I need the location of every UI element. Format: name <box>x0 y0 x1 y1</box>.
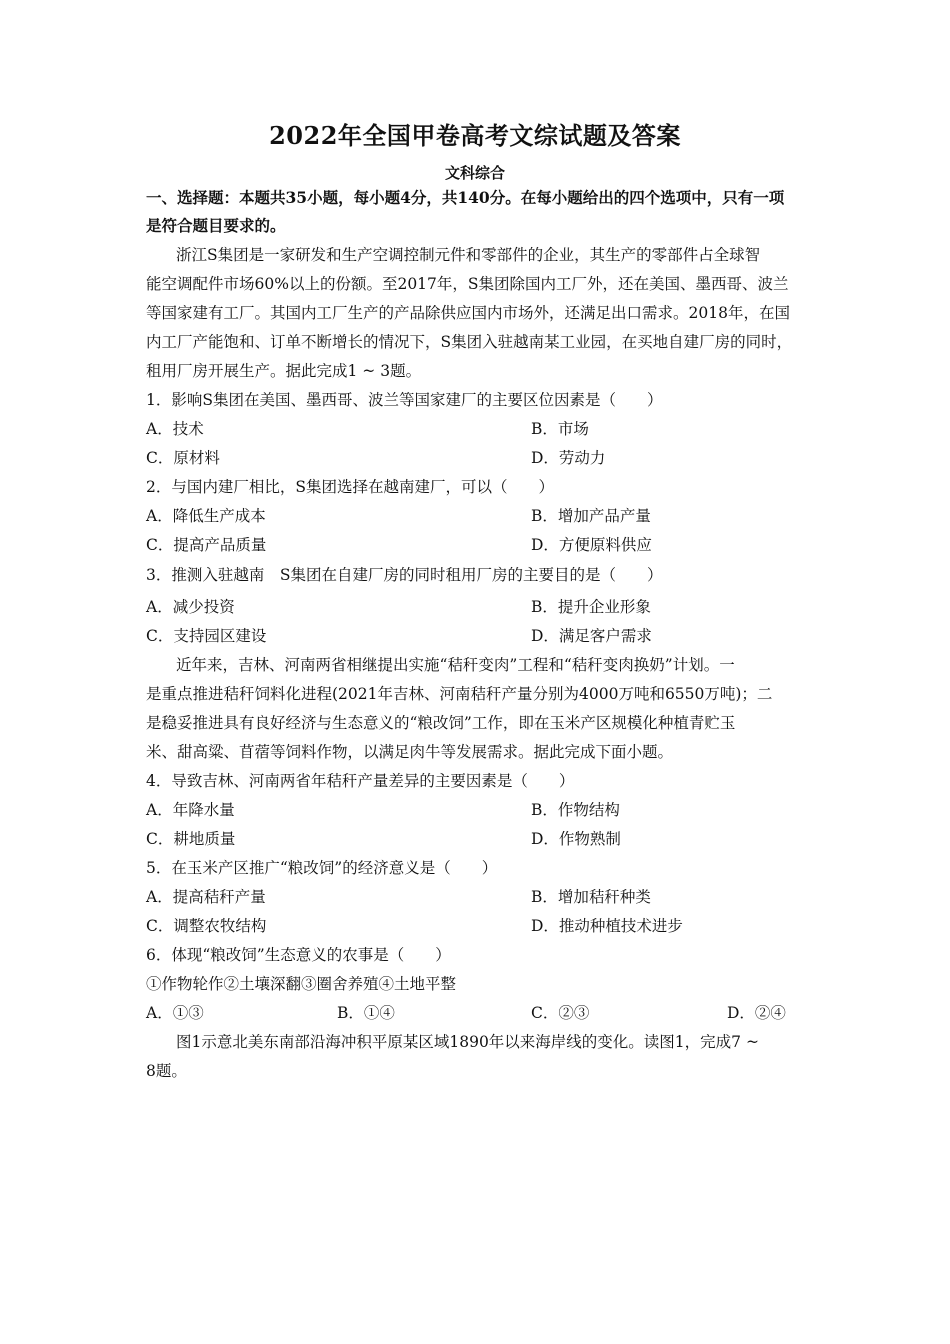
answer-option: A．年降水量 <box>146 801 235 819</box>
page-subtitle: 文科综合 <box>444 164 505 182</box>
answer-option: B．市场 <box>531 420 589 438</box>
passage-line: 浙江S集团是一家研发和生产空调控制元件和零部件的企业，其生产的零部件占全球智 <box>176 246 761 264</box>
passage-line: 8题。 <box>146 1062 187 1080</box>
answer-option: C．支持园区建设 <box>146 627 267 645</box>
answer-option: D．推动种植技术进步 <box>531 917 683 935</box>
answer-option: D．作物熟制 <box>531 830 621 848</box>
answer-option: D．满足客户需求 <box>531 627 652 645</box>
passage-line: 等国家建有工厂。其国内工厂生产的产品除供应国内市场外，还满足出口需求。2018年，在国 <box>146 304 790 322</box>
question-stem: 3．推测入驻越南 S集团在自建厂房的同时租用厂房的主要目的是（ ） <box>146 566 663 584</box>
answer-option: B．提升企业形象 <box>531 598 651 616</box>
answer-option: D．②④ <box>727 1004 786 1022</box>
answer-option: A．①③ <box>146 1004 204 1022</box>
answer-option: C．②③ <box>531 1004 590 1022</box>
passage-line: 内工厂产能饱和、订单不断增长的情况下，S集团入驻越南某工业园，在买地自建厂房的同时， <box>146 333 793 351</box>
answer-option: B．增加秸秆种类 <box>531 888 651 906</box>
question-stem: 2．与国内建厂相比，S集团选择在越南建厂，可以（ ） <box>146 478 554 496</box>
answer-option: C．提高产品质量 <box>146 536 267 554</box>
question-items: ①作物轮作②土壤深翻③圈舍养殖④土地平整 <box>146 975 457 993</box>
question-stem: 1．影响S集团在美国、墨西哥、波兰等国家建厂的主要区位因素是（ ） <box>146 391 663 409</box>
answer-option: A．技术 <box>146 420 204 438</box>
question-stem: 5．在玉米产区推广“粮改饲”的经济意义是（ ） <box>146 859 498 877</box>
passage-line: 图1示意北美东南部沿海冲积平原某区域1890年以来海岸线的变化。读图1，完成7 ~ <box>176 1033 759 1051</box>
answer-option: C．原材料 <box>146 449 220 467</box>
question-stem: 6．体现“粮改饲”生态意义的农事是（ ） <box>146 946 451 964</box>
answer-option: B．增加产品产量 <box>531 507 651 525</box>
answer-option: D．方便原料供应 <box>531 536 652 554</box>
answer-option: C．调整农牧结构 <box>146 917 267 935</box>
passage-line: 近年来，吉林、河南两省相继提出实施“秸秆变肉”工程和“秸秆变肉换奶”计划。一 <box>176 656 735 674</box>
passage-line: 是重点推进秸秆饲料化进程(2021年吉林、河南秸秆产量分别为4000万吨和6550万吨)；二 <box>146 685 773 703</box>
section-header-line: 一、选择题：本题共35小题，每小题4分，共140分。在每小题给出的四个选项中，只有一项 <box>146 188 785 207</box>
question-stem: 4．导致吉林、河南两省年秸秆产量差异的主要因素是（ ） <box>146 772 575 790</box>
passage-line: 是稳妥推进具有良好经济与生态意义的“粮改饲”工作，即在玉米产区规模化种植青贮玉 <box>146 714 736 732</box>
answer-option: B．作物结构 <box>531 801 620 819</box>
answer-option: A．减少投资 <box>146 598 235 616</box>
answer-option: A．降低生产成本 <box>146 507 266 525</box>
answer-option: A．提高秸秆产量 <box>146 888 266 906</box>
answer-option: D．劳动力 <box>531 449 606 467</box>
answer-option: B．①④ <box>337 1004 395 1022</box>
answer-option: C．耕地质量 <box>146 830 236 848</box>
section-header-line: 是符合题目要求的。 <box>146 216 286 235</box>
passage-line: 米、甜高粱、苜蓿等饲料作物，以满足肉牛等发展需求。据此完成下面小题。 <box>146 743 674 761</box>
passage-line: 租用厂房开展生产。据此完成1 ~ 3题。 <box>146 362 422 380</box>
page-title: 2022年全国甲卷高考文综试题及答案 <box>269 121 681 150</box>
passage-line: 能空调配件市场60%以上的份额。至2017年，S集团除国内工厂外，还在美国、墨西哥、波兰 <box>146 275 789 293</box>
